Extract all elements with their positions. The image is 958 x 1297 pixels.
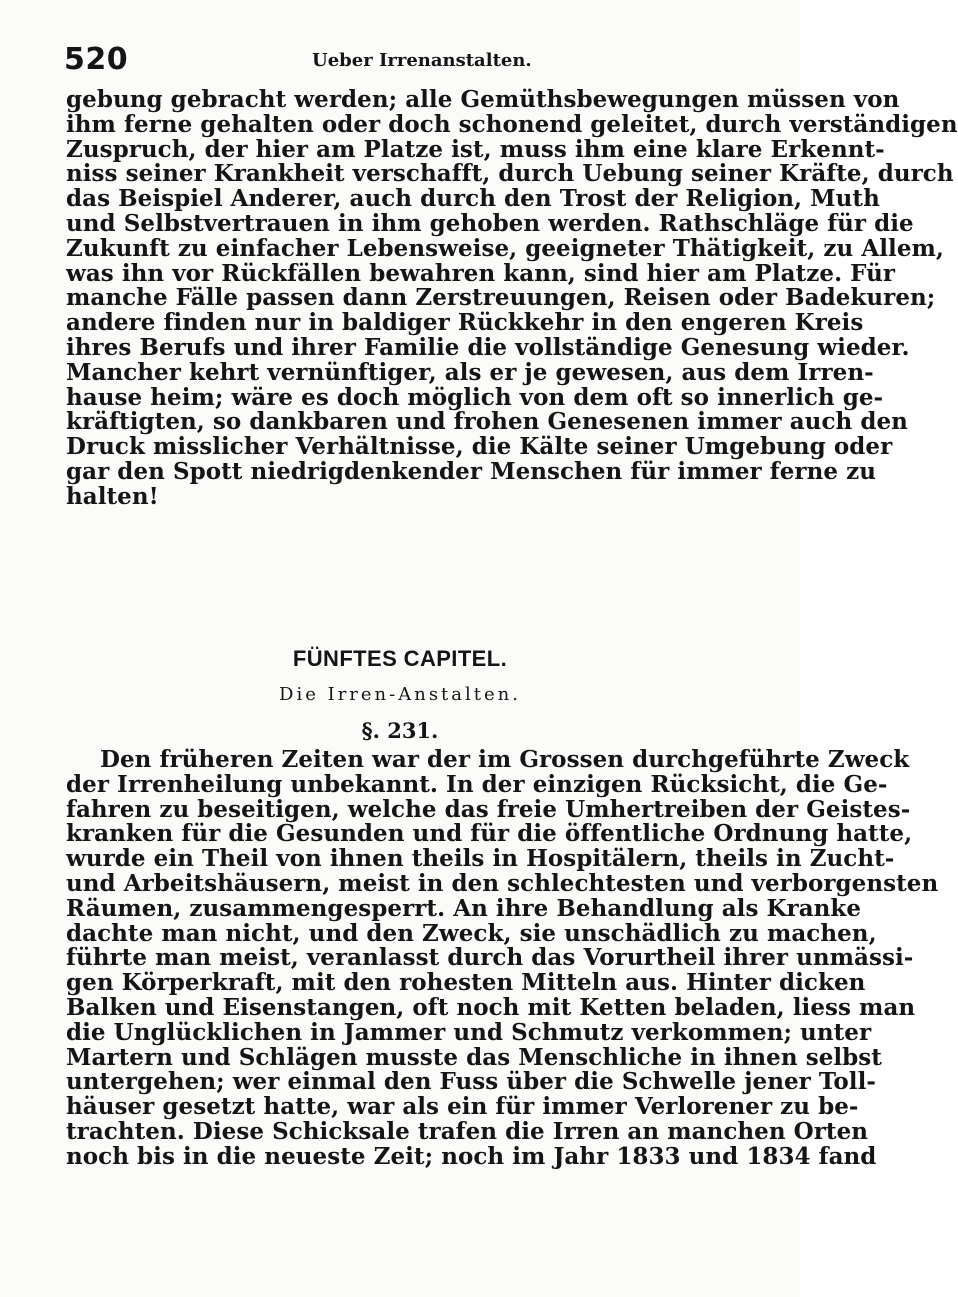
- text-line: gebung gebracht werden; alle Gemüthsbewegungen müssen von: [66, 86, 900, 113]
- text-line: dachte man nicht, und den Zweck, sie unschädlich zu machen,: [66, 919, 877, 947]
- text-line: noch bis in die neueste Zeit; noch im Jahr 1833 und 1834 fand: [66, 1142, 877, 1170]
- text-line: häuser gesetzt hatte, war als ein für immer Verlorener zu be-: [66, 1093, 859, 1121]
- text-line: hause heim; wäre es doch möglich von dem oft so innerlich ge-: [66, 383, 884, 411]
- text-line: der Irrenheilung unbekannt. In der einzigen Rücksicht, die Ge-: [66, 770, 888, 798]
- text-line: wurde ein Theil von ihnen theils in Hospitälern, theils in Zucht-: [66, 845, 895, 873]
- paragraph-continuation: [66, 86, 958, 510]
- running-head: Ueber Irrenanstalten.: [312, 50, 532, 71]
- text-line: gen Körperkraft, mit den rohesten Mitteln aus. Hinter dicken: [66, 969, 866, 997]
- text-line: kräftigten, so dankbaren und frohen Genesenen immer auch den: [66, 408, 908, 436]
- section-number: §. 231.: [361, 718, 439, 743]
- text-line: Zukunft zu einfacher Lebensweise, geeigneter Thätigkeit, zu Allem,: [66, 234, 944, 262]
- text-line: und Arbeitshäusern, meist in den schlechtesten und verborgensten: [66, 869, 939, 897]
- text-line: Balken und Eisenstangen, oft noch mit Ketten beladen, liess man: [66, 993, 916, 1021]
- text-line: trachten. Diese Schicksale trafen die Irren an manchen Orten: [66, 1117, 869, 1145]
- text-line: Den früheren Zeiten war der im Grossen durchgeführte Zweck: [100, 746, 910, 773]
- text-line: führte man meist, veranlasst durch das Vorurtheil ihrer unmässi-: [66, 944, 914, 972]
- text-line: das Beispiel Anderer, auch durch den Trost der Religion, Muth: [66, 185, 880, 213]
- page-number: 520: [64, 42, 129, 77]
- text-line: manche Fälle passen dann Zerstreuungen, Reisen oder Badekuren;: [66, 284, 936, 312]
- text-line: Martern und Schlägen musste das Menschliche in ihnen selbst: [66, 1043, 882, 1071]
- text-line: was ihn vor Rückfällen bewahren kann, sind hier am Platze. Für: [66, 259, 896, 287]
- text-line: und Selbstvertrauen in ihm gehoben werden. Rathschläge für die: [66, 209, 914, 237]
- text-line: halten!: [66, 482, 159, 510]
- chapter-title: FÜNFTES CAPITEL.: [292, 646, 508, 671]
- text-line: gar den Spott niedrigdenkender Menschen für immer ferne zu: [66, 457, 876, 485]
- text-line: kranken für die Gesunden und für die öffentliche Ordnung hatte,: [66, 820, 913, 848]
- chapter-paragraph: [66, 746, 939, 1170]
- text-line: niss seiner Krankheit verschafft, durch Uebung seiner Kräfte, durch: [66, 160, 954, 188]
- text-line: ihm ferne gehalten oder doch schonend geleitet, durch verständigen: [66, 110, 958, 138]
- text-line: Mancher kehrt vernünftiger, als er je gewesen, aus dem Irren-: [66, 358, 874, 386]
- text-line: Zuspruch, der hier am Platze ist, muss ihm eine klare Erkennt-: [66, 135, 885, 163]
- text-line: fahren zu beseitigen, welche das freie Umhertreiben der Geistes-: [66, 795, 911, 823]
- text-line: Räumen, zusammengesperrt. An ihre Behandlung als Kranke: [66, 894, 862, 922]
- chapter-subtitle: Die Irren-Anstalten.: [279, 684, 521, 705]
- text-line: untergehen; wer einmal den Fuss über die Schwelle jener Toll-: [66, 1068, 876, 1096]
- text-line: die Unglücklichen in Jammer und Schmutz verkommen; unter: [66, 1018, 872, 1046]
- page-header: [64, 42, 764, 82]
- text-line: andere finden nur in baldiger Rückkehr in den engeren Kreis: [66, 309, 864, 337]
- text-line: Druck misslicher Verhältnisse, die Kälte seiner Umgebung oder: [66, 433, 893, 461]
- text-line: ihres Berufs und ihrer Familie die vollständige Genesung wieder.: [66, 333, 910, 361]
